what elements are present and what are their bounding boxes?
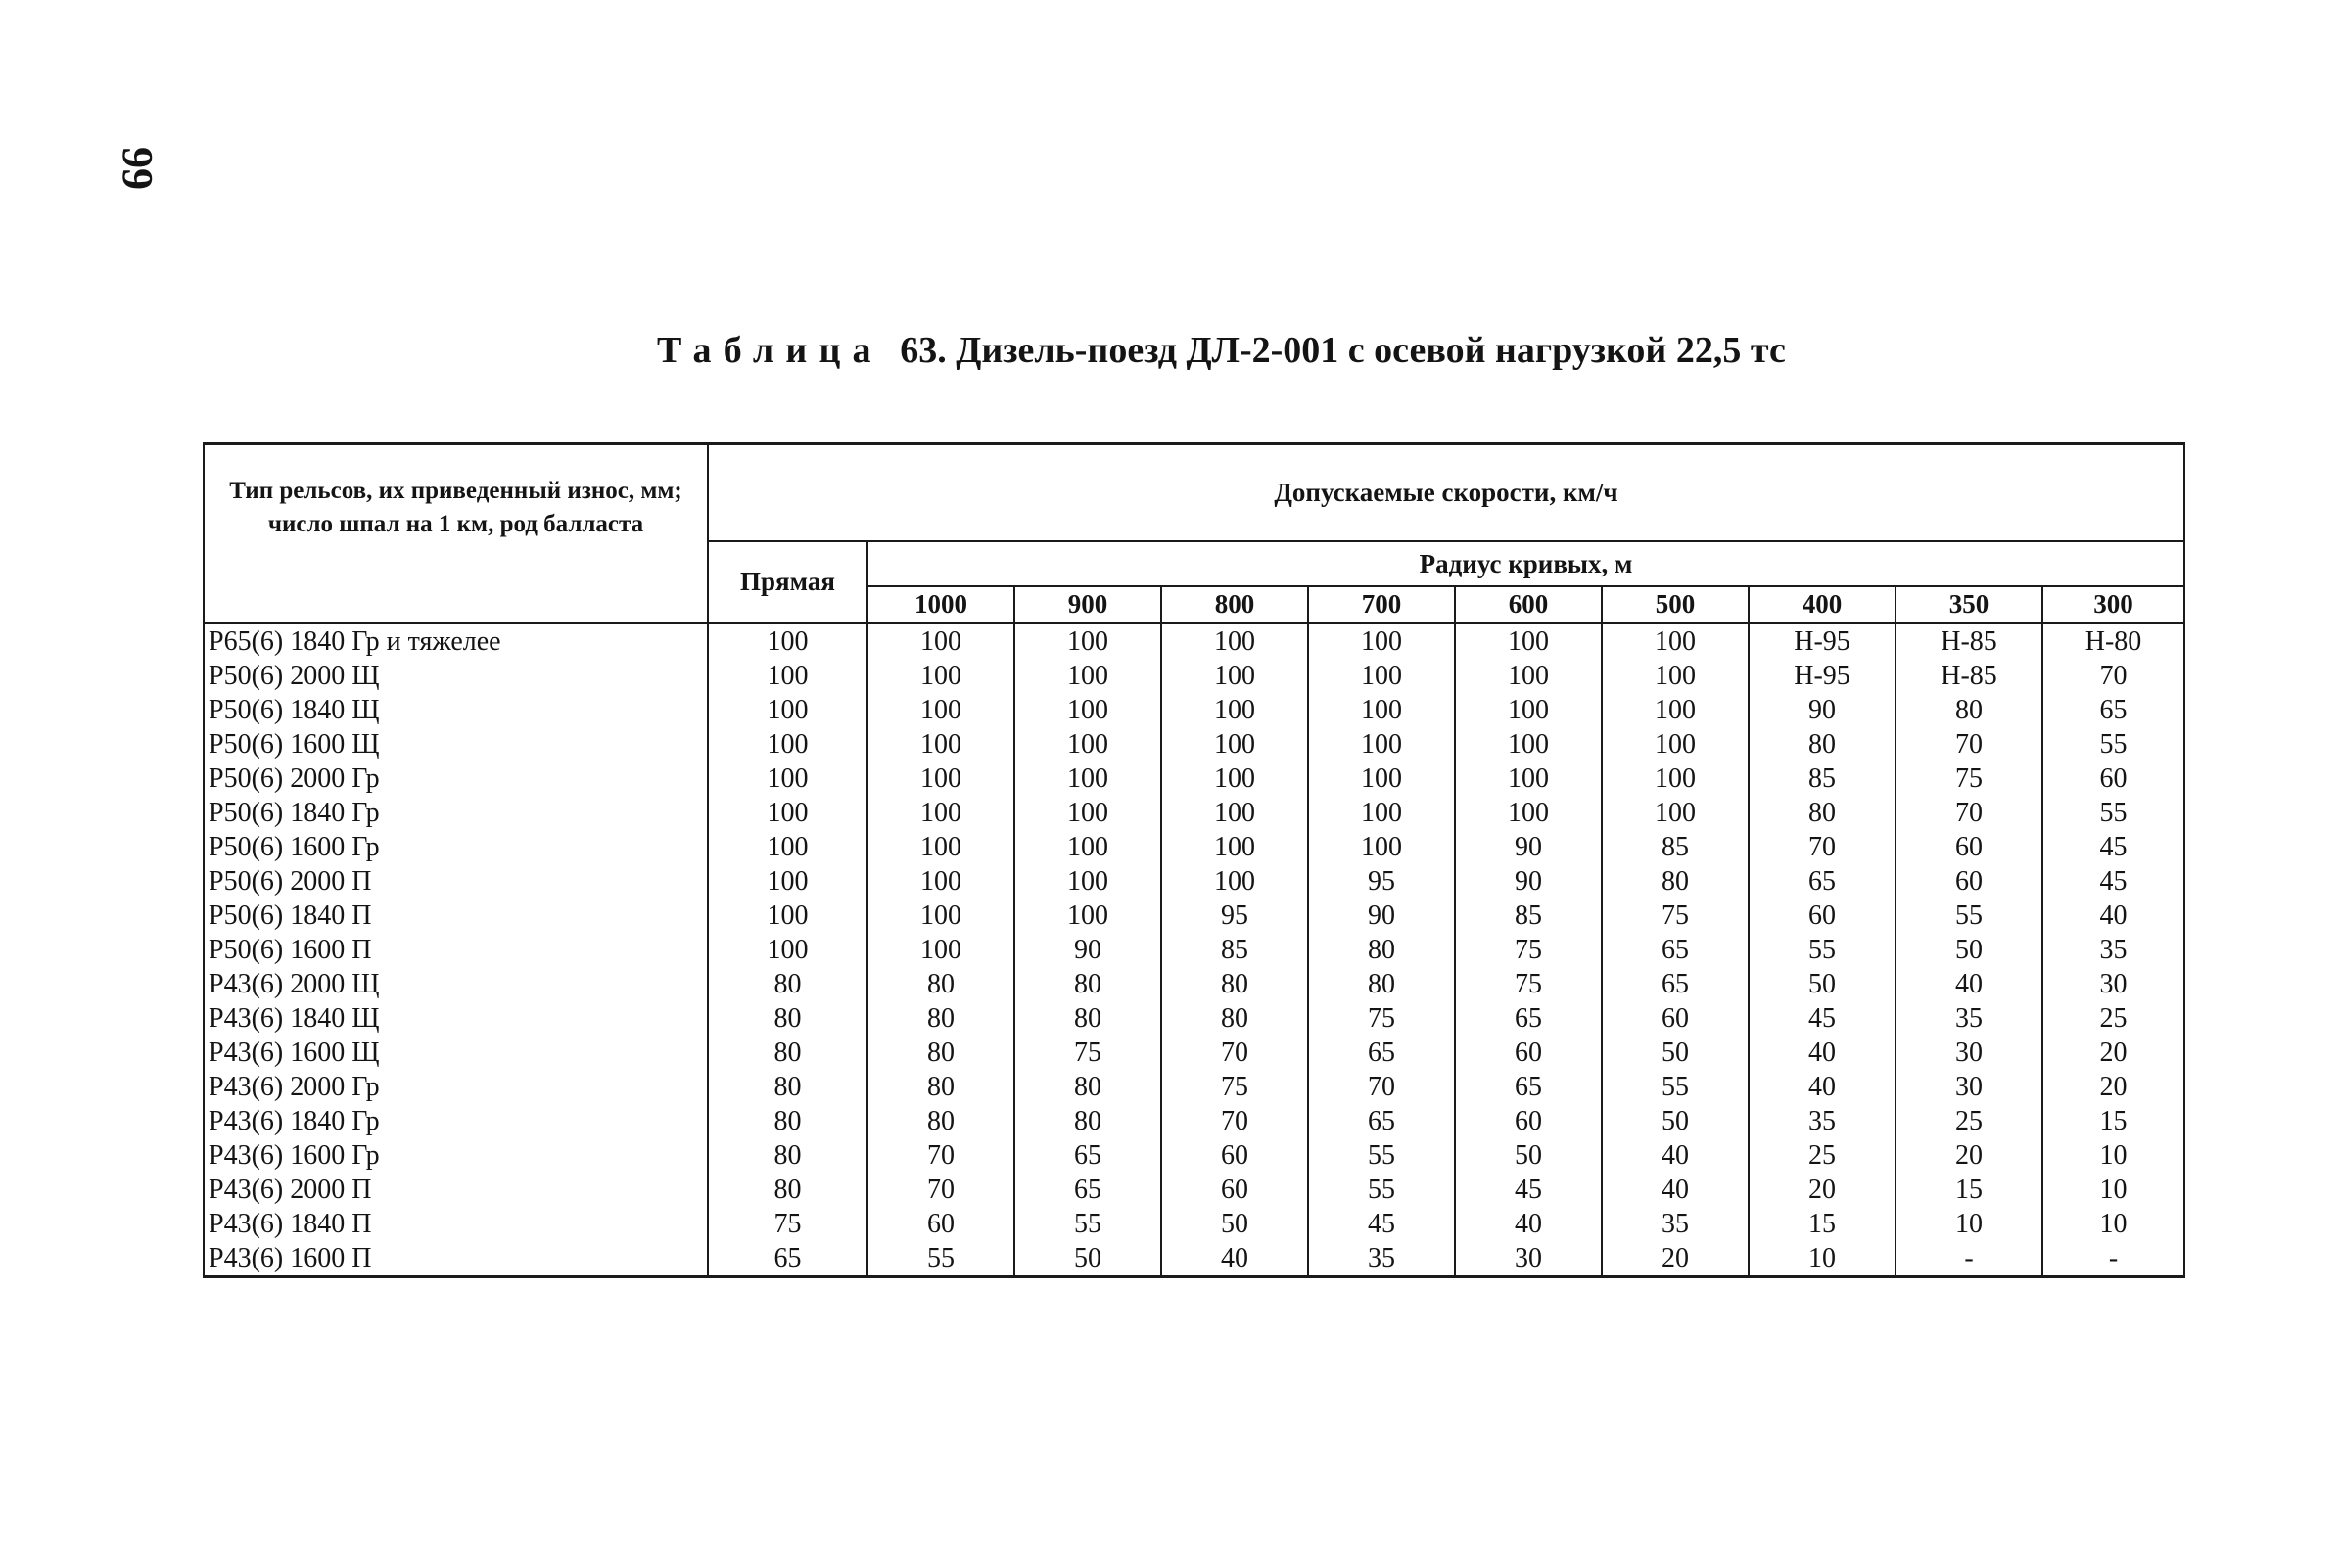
speed-cell: 10 (2042, 1173, 2184, 1207)
speed-cell: 45 (1455, 1173, 1602, 1207)
speed-cell: 100 (708, 830, 867, 864)
speed-cell: 80 (708, 1001, 867, 1036)
speed-cell: 100 (1014, 693, 1161, 727)
radius-header-cell: 800 (1161, 586, 1308, 623)
speed-cell: 80 (1308, 967, 1455, 1001)
speed-cell: 80 (1308, 933, 1455, 967)
speed-cell: 95 (1161, 899, 1308, 933)
rail-type-cell: Р43(6) 2000 П (204, 1173, 708, 1207)
speed-cell: 100 (1161, 830, 1308, 864)
speed-cell: 100 (708, 796, 867, 830)
speed-cell: 70 (1161, 1036, 1308, 1070)
speed-cell: 35 (1896, 1001, 2042, 1036)
speed-cell: 60 (867, 1207, 1014, 1241)
speed-cell: 55 (2042, 727, 2184, 761)
table-row (204, 830, 2184, 864)
speed-cell: 100 (1308, 830, 1455, 864)
speed-cell: 100 (1602, 796, 1749, 830)
speed-cell: 100 (867, 864, 1014, 899)
speed-cell: 100 (1308, 623, 1455, 660)
speed-cell: 80 (867, 1001, 1014, 1036)
speed-cell: 20 (1896, 1138, 2042, 1173)
table-row (204, 1070, 2184, 1104)
speed-cell: 60 (2042, 761, 2184, 796)
speed-cell: 60 (1896, 864, 2042, 899)
speed-cell: 40 (1749, 1070, 1896, 1104)
speed-cell: 80 (1896, 693, 2042, 727)
speed-cell: 100 (1308, 659, 1455, 693)
speed-cell: 40 (1602, 1173, 1749, 1207)
speed-cell: 55 (1896, 899, 2042, 933)
speed-cell: 75 (1014, 1036, 1161, 1070)
speed-cell: 100 (867, 796, 1014, 830)
speed-cell: 100 (867, 830, 1014, 864)
speed-cell: 75 (1161, 1070, 1308, 1104)
speed-cell: 55 (2042, 796, 2184, 830)
speed-cell: 100 (1014, 623, 1161, 660)
speed-cell: 50 (1161, 1207, 1308, 1241)
table-row (204, 623, 2184, 660)
speeds-header: Допускаемые скорости, км/ч (708, 444, 2184, 542)
speed-cell: 100 (1161, 693, 1308, 727)
rail-type-cell: Р43(6) 1840 Гр (204, 1104, 708, 1138)
speed-cell: 20 (1602, 1241, 1749, 1277)
speed-cell: 35 (2042, 933, 2184, 967)
speed-cell: 100 (1161, 761, 1308, 796)
speed-cell: 100 (708, 623, 867, 660)
speed-cell: 100 (1014, 761, 1161, 796)
speed-cell: 35 (1749, 1104, 1896, 1138)
speed-cell: 95 (1308, 864, 1455, 899)
speed-cell: 100 (708, 864, 867, 899)
speed-cell: 100 (867, 727, 1014, 761)
speed-cell: 25 (1896, 1104, 2042, 1138)
speed-cell: 80 (1014, 967, 1161, 1001)
speed-cell: 45 (1308, 1207, 1455, 1241)
speed-cell: 100 (1014, 796, 1161, 830)
speed-cell: 20 (2042, 1070, 2184, 1104)
speed-cell: 65 (1455, 1001, 1602, 1036)
table-row (204, 693, 2184, 727)
rail-type-cell: Р50(6) 1600 Гр (204, 830, 708, 864)
table-row (204, 796, 2184, 830)
speed-cell: 100 (1014, 864, 1161, 899)
speed-cell: 90 (1308, 899, 1455, 933)
speed-cell: 40 (1896, 967, 2042, 1001)
speed-cell: 100 (708, 693, 867, 727)
speed-cell: 100 (1161, 623, 1308, 660)
speed-cell: 30 (1455, 1241, 1602, 1277)
speed-cell: 65 (2042, 693, 2184, 727)
speed-cell: 100 (1602, 623, 1749, 660)
speed-cell: 60 (1161, 1138, 1308, 1173)
speed-cell: 55 (1308, 1173, 1455, 1207)
rail-type-cell: Р43(6) 1600 Щ (204, 1036, 708, 1070)
table-row (204, 864, 2184, 899)
speed-cell: 50 (1455, 1138, 1602, 1173)
speed-cell: 75 (1308, 1001, 1455, 1036)
speed-cell: 100 (1161, 659, 1308, 693)
radius-header-cell: 400 (1749, 586, 1896, 623)
speed-cell: 85 (1749, 761, 1896, 796)
speed-cell: 100 (1602, 727, 1749, 761)
table-row (204, 659, 2184, 693)
speed-cell: 65 (1602, 933, 1749, 967)
table-row (204, 1036, 2184, 1070)
speed-cell: 100 (1455, 761, 1602, 796)
speed-cell: 100 (708, 659, 867, 693)
speed-cell: 100 (1014, 659, 1161, 693)
speed-cell: 100 (1308, 693, 1455, 727)
speed-cell: 40 (2042, 899, 2184, 933)
table-row (204, 967, 2184, 1001)
speed-cell: 65 (1014, 1138, 1161, 1173)
speed-cell: 75 (1455, 967, 1602, 1001)
speed-cell: 100 (708, 899, 867, 933)
speed-cell: Н-80 (2042, 623, 2184, 660)
speed-cell: 60 (1161, 1173, 1308, 1207)
rail-type-cell: Р50(6) 2000 П (204, 864, 708, 899)
speed-cell: 75 (1602, 899, 1749, 933)
speed-cell: 60 (1455, 1036, 1602, 1070)
speed-cell: 15 (2042, 1104, 2184, 1138)
speed-table (203, 442, 2185, 1278)
table-title-text: 63. Дизель-поезд ДЛ-2-001 с осевой нагрузкой 22,5 тс (900, 330, 1786, 371)
speed-cell: 100 (1455, 623, 1602, 660)
speed-cell: 70 (1749, 830, 1896, 864)
speed-cell: 100 (1455, 659, 1602, 693)
speed-cell: 100 (867, 623, 1014, 660)
speed-cell: 70 (867, 1138, 1014, 1173)
speed-cell: 75 (1896, 761, 2042, 796)
speed-cell: 100 (1455, 693, 1602, 727)
speed-cell: 80 (1014, 1001, 1161, 1036)
speed-cell: 65 (1308, 1104, 1455, 1138)
speed-cell: 100 (1602, 659, 1749, 693)
speed-cell: 100 (1161, 727, 1308, 761)
table-row (204, 1104, 2184, 1138)
speed-cell: 80 (1602, 864, 1749, 899)
speed-cell: 50 (1896, 933, 2042, 967)
speed-cell: 100 (1455, 727, 1602, 761)
speed-cell: 80 (867, 1070, 1014, 1104)
rail-type-cell: Р43(6) 1600 Гр (204, 1138, 708, 1173)
speed-cell: 100 (867, 693, 1014, 727)
speed-cell: 100 (1014, 830, 1161, 864)
speed-cell: 80 (867, 1036, 1014, 1070)
rail-type-cell: Р50(6) 1600 П (204, 933, 708, 967)
speed-cell: 20 (1749, 1173, 1896, 1207)
speed-cell: 80 (1749, 727, 1896, 761)
speed-cell: 85 (1455, 899, 1602, 933)
speed-cell: 90 (1014, 933, 1161, 967)
speed-cell: 70 (2042, 659, 2184, 693)
speed-cell: 100 (1308, 727, 1455, 761)
speed-cell: 80 (1161, 1001, 1308, 1036)
speed-cell: 80 (1014, 1070, 1161, 1104)
rail-type-cell: Р50(6) 2000 Гр (204, 761, 708, 796)
rail-type-cell: Р50(6) 1840 Гр (204, 796, 708, 830)
speed-cell: 30 (2042, 967, 2184, 1001)
speed-cell: 80 (1014, 1104, 1161, 1138)
speed-cell: 100 (1308, 796, 1455, 830)
speed-cell: 35 (1308, 1241, 1455, 1277)
speed-cell: 30 (1896, 1070, 2042, 1104)
table-row (204, 761, 2184, 796)
speed-cell: Н-85 (1896, 623, 2042, 660)
speed-cell: 100 (867, 899, 1014, 933)
speed-cell: 100 (867, 659, 1014, 693)
rail-type-cell: Р50(6) 2000 Щ (204, 659, 708, 693)
speed-cell: 60 (1602, 1001, 1749, 1036)
speed-cell: 100 (1455, 796, 1602, 830)
speed-cell: 15 (1896, 1173, 2042, 1207)
speed-cell: 55 (867, 1241, 1014, 1277)
speed-cell: 45 (1749, 1001, 1896, 1036)
speed-cell: 100 (1161, 796, 1308, 830)
speed-cell: 35 (1602, 1207, 1749, 1241)
speed-cell: 65 (1014, 1173, 1161, 1207)
radius-header-cell: 1000 (867, 586, 1014, 623)
table-row (204, 933, 2184, 967)
speed-cell: 65 (1602, 967, 1749, 1001)
speed-cell: 55 (1014, 1207, 1161, 1241)
speed-cell: 30 (1896, 1036, 2042, 1070)
speed-cell: 55 (1602, 1070, 1749, 1104)
speed-cell: 50 (1602, 1036, 1749, 1070)
speed-cell: 60 (1455, 1104, 1602, 1138)
radius-header-cell: 300 (2042, 586, 2184, 623)
speed-cell: 10 (2042, 1207, 2184, 1241)
speed-cell: 40 (1602, 1138, 1749, 1173)
speed-cell: 70 (1161, 1104, 1308, 1138)
table-row (204, 1173, 2184, 1207)
rail-type-cell: Р50(6) 1840 Щ (204, 693, 708, 727)
speed-cell: 40 (1161, 1241, 1308, 1277)
speed-cell: 65 (1455, 1070, 1602, 1104)
speed-cell: 45 (2042, 830, 2184, 864)
speed-cell: 80 (1749, 796, 1896, 830)
speed-cell: 20 (2042, 1036, 2184, 1070)
speed-cell: 50 (1602, 1104, 1749, 1138)
page-number: 99 (114, 147, 162, 190)
speed-cell: 65 (1308, 1036, 1455, 1070)
speed-cell: 80 (708, 1104, 867, 1138)
speed-cell: 75 (1455, 933, 1602, 967)
table-row (204, 1001, 2184, 1036)
rail-type-cell: Р43(6) 1840 П (204, 1207, 708, 1241)
speed-cell: 40 (1455, 1207, 1602, 1241)
speed-cell: 100 (867, 761, 1014, 796)
speed-cell: 100 (708, 727, 867, 761)
rail-type-cell: Р43(6) 2000 Гр (204, 1070, 708, 1104)
table-title (657, 329, 1786, 372)
speed-cell: 90 (1455, 830, 1602, 864)
speed-cell: 90 (1455, 864, 1602, 899)
speed-cell: 80 (867, 967, 1014, 1001)
table-row (204, 1138, 2184, 1173)
speed-cell: 65 (708, 1241, 867, 1277)
speed-cell: 100 (1014, 899, 1161, 933)
speed-cell: 50 (1014, 1241, 1161, 1277)
speed-cell: 100 (1014, 727, 1161, 761)
speed-cell: 70 (867, 1173, 1014, 1207)
radius-header-cell: 700 (1308, 586, 1455, 623)
radius-header-cell: 600 (1455, 586, 1602, 623)
speed-cell: 60 (1896, 830, 2042, 864)
rail-type-cell: Р43(6) 1840 Щ (204, 1001, 708, 1036)
speed-cell: 15 (1749, 1207, 1896, 1241)
speed-cell: 100 (1602, 693, 1749, 727)
radius-header: Радиус кривых, м (867, 541, 2184, 586)
speed-cell: 25 (1749, 1138, 1896, 1173)
speed-cell: Н-85 (1896, 659, 2042, 693)
speed-cell: 80 (708, 1173, 867, 1207)
speed-cell: 100 (1602, 761, 1749, 796)
rail-type-cell: Р43(6) 2000 Щ (204, 967, 708, 1001)
speed-cell: Н-95 (1749, 659, 1896, 693)
speed-cell: - (2042, 1241, 2184, 1277)
rail-type-cell: Р65(6) 1840 Гр и тяжелее (204, 623, 708, 660)
speed-cell: 10 (1749, 1241, 1896, 1277)
speed-cell: 85 (1602, 830, 1749, 864)
speed-cell: 100 (1161, 864, 1308, 899)
speed-cell: 45 (2042, 864, 2184, 899)
speed-cell: 70 (1308, 1070, 1455, 1104)
rail-type-cell: Р50(6) 1840 П (204, 899, 708, 933)
radius-header-cell: 350 (1896, 586, 2042, 623)
speed-cell: 55 (1749, 933, 1896, 967)
speed-cell: 55 (1308, 1138, 1455, 1173)
table-title-label: Таблица (657, 330, 883, 371)
speed-cell: 60 (1749, 899, 1896, 933)
speed-cell: 80 (1161, 967, 1308, 1001)
speed-cell: 100 (1308, 761, 1455, 796)
speed-cell: 100 (867, 933, 1014, 967)
speed-cell: 70 (1896, 727, 2042, 761)
table-row (204, 1241, 2184, 1277)
speed-cell: 80 (867, 1104, 1014, 1138)
speed-cell: 80 (708, 967, 867, 1001)
speed-cell: 75 (708, 1207, 867, 1241)
straight-header: Прямая (708, 541, 867, 623)
speed-cell: 10 (2042, 1138, 2184, 1173)
rail-type-header: Тип рельсов, их приведенный износ, мм; число шпал на 1 км, род балласта (204, 444, 708, 623)
table-row (204, 1207, 2184, 1241)
speed-cell: 100 (708, 933, 867, 967)
speed-cell: 80 (708, 1036, 867, 1070)
speed-cell: 65 (1749, 864, 1896, 899)
table-row (204, 727, 2184, 761)
speed-cell: 70 (1896, 796, 2042, 830)
speed-cell: 80 (708, 1070, 867, 1104)
speed-cell: 90 (1749, 693, 1896, 727)
rail-type-cell: Р50(6) 1600 Щ (204, 727, 708, 761)
rail-type-cell: Р43(6) 1600 П (204, 1241, 708, 1277)
speed-cell: 85 (1161, 933, 1308, 967)
radius-header-cell: 900 (1014, 586, 1161, 623)
speed-cell: 25 (2042, 1001, 2184, 1036)
speed-cell: 40 (1749, 1036, 1896, 1070)
table-row (204, 899, 2184, 933)
speed-cell: - (1896, 1241, 2042, 1277)
speed-cell: 80 (708, 1138, 867, 1173)
speed-cell: 10 (1896, 1207, 2042, 1241)
speed-cell: 50 (1749, 967, 1896, 1001)
radius-header-cell: 500 (1602, 586, 1749, 623)
speed-cell: Н-95 (1749, 623, 1896, 660)
speed-cell: 100 (708, 761, 867, 796)
